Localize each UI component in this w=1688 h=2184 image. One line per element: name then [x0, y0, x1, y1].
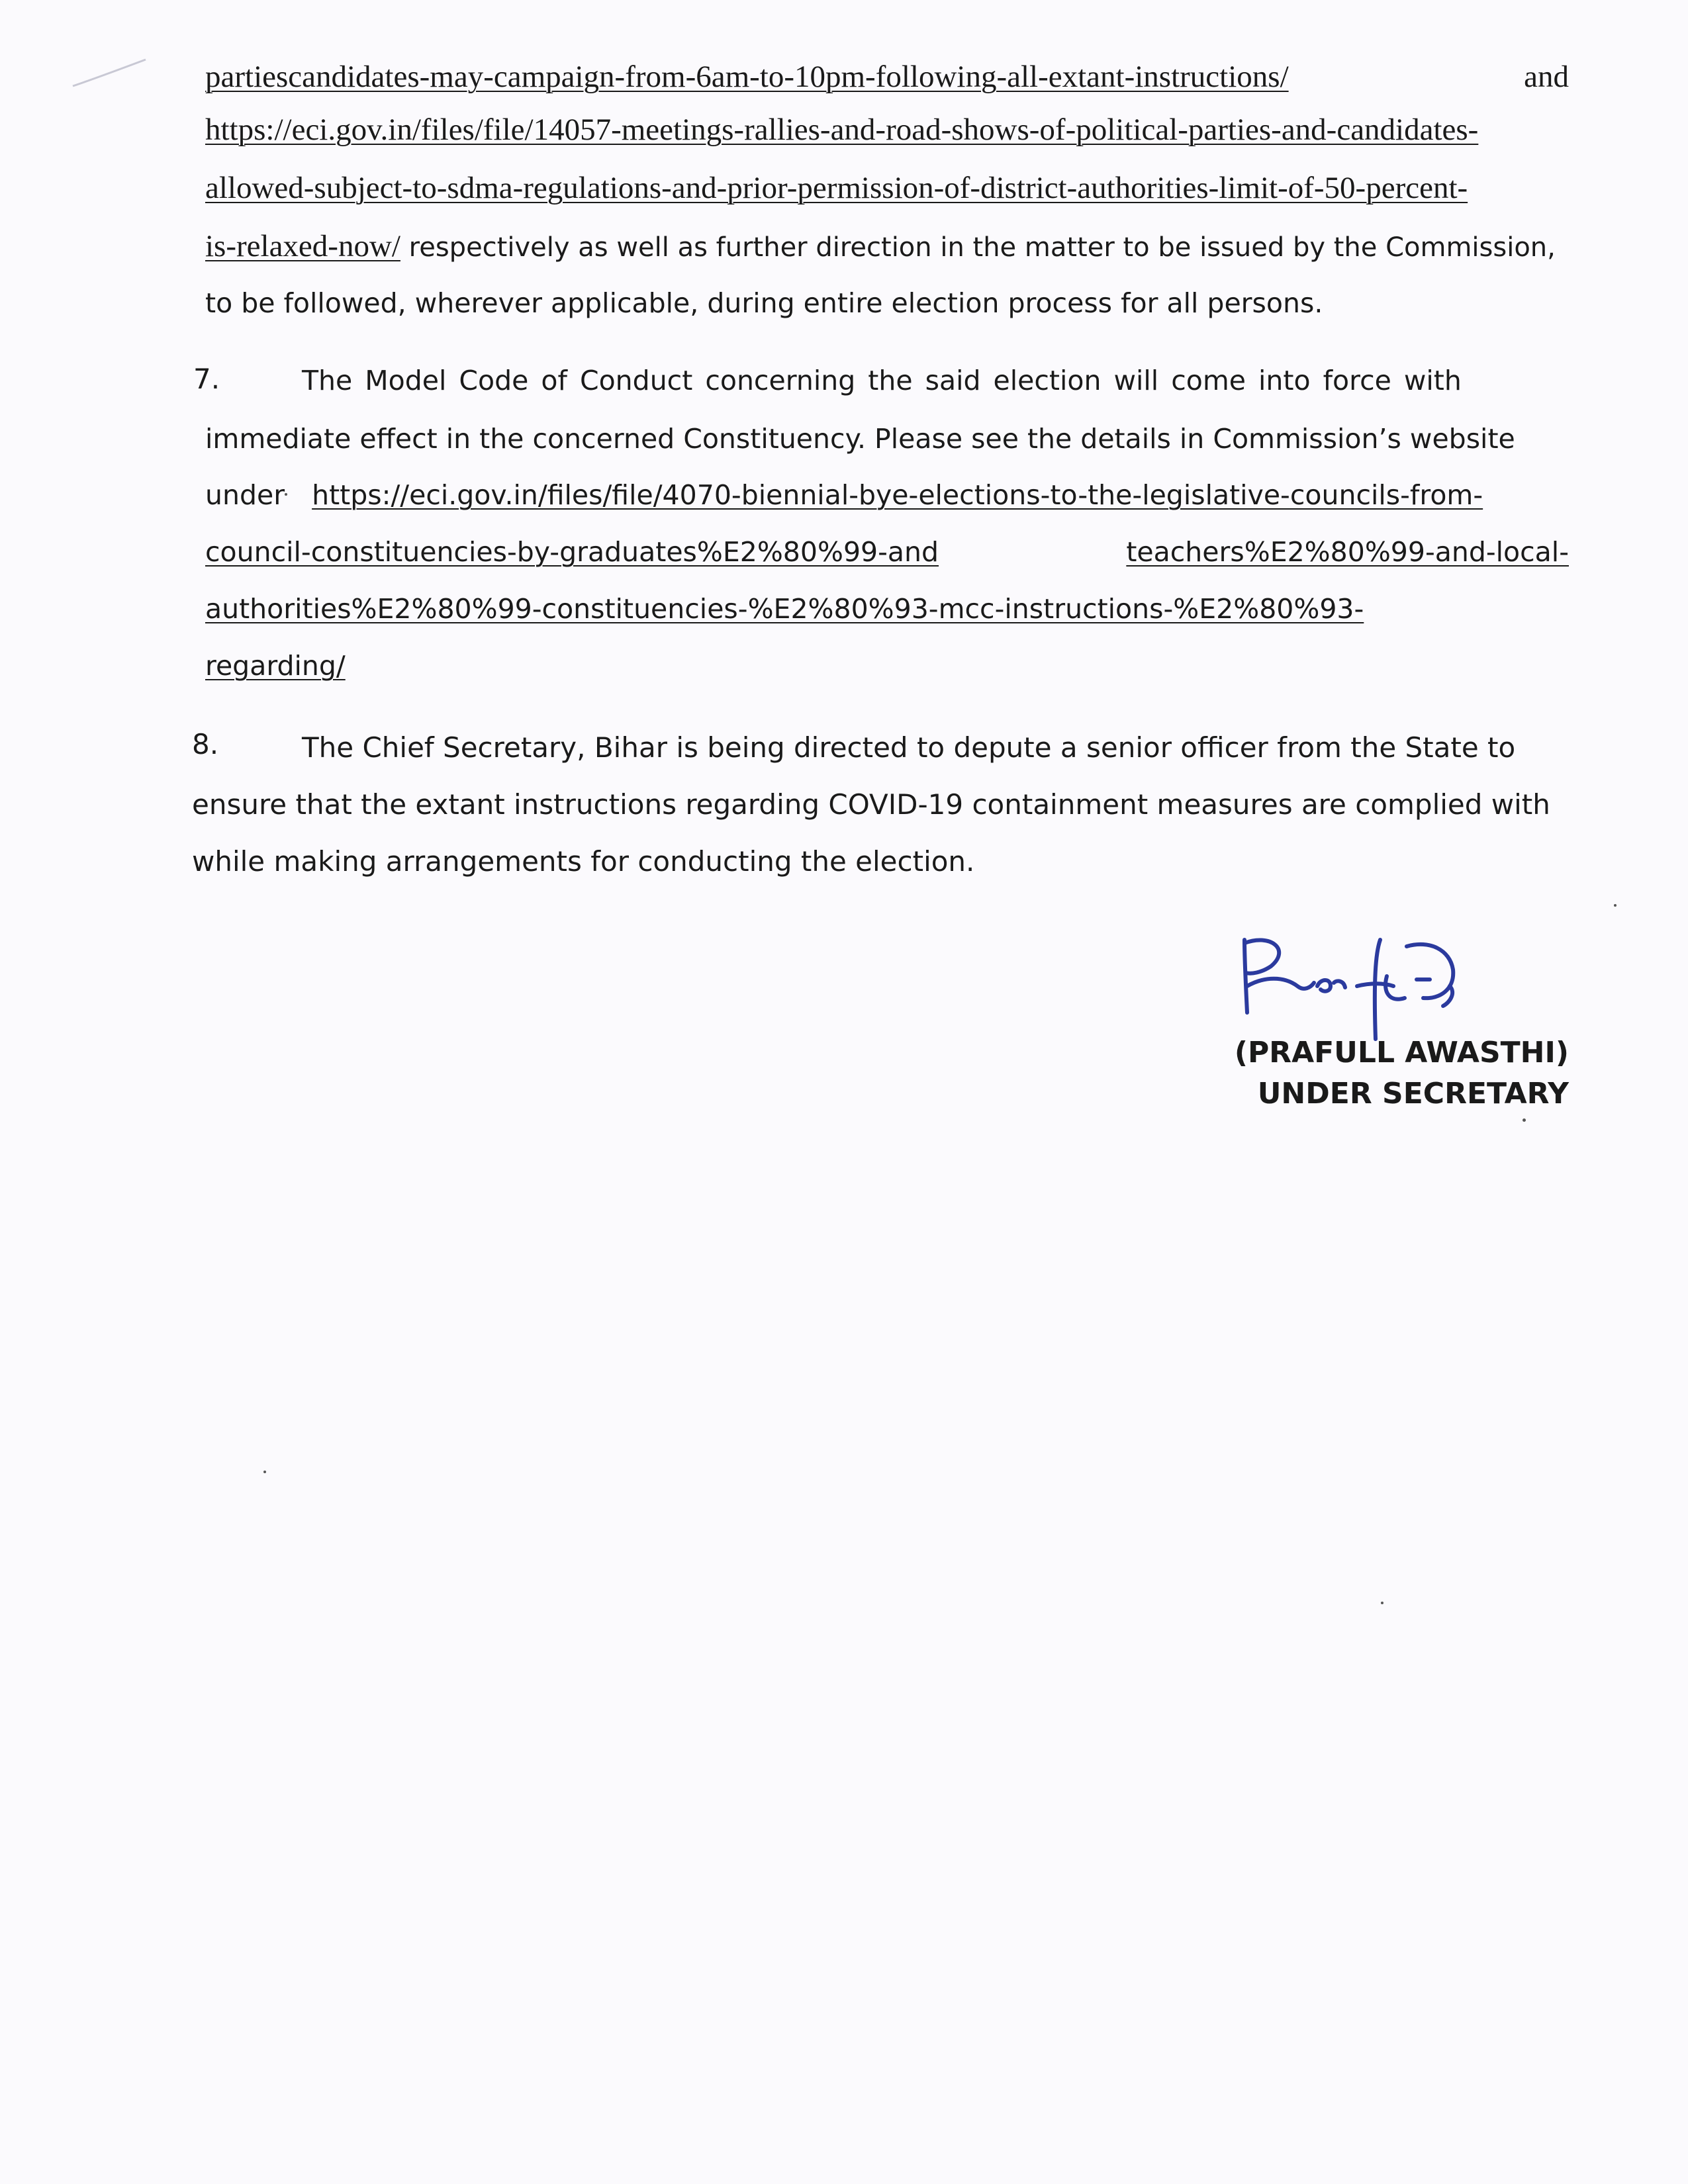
para7-line6 — [205, 646, 346, 686]
scan-speck — [263, 1471, 266, 1473]
para7-line5 — [205, 589, 1364, 629]
mcc-link-part2b[interactable]: teachers%E2%80%99-and-local- — [1126, 536, 1569, 568]
under-text: under — [205, 479, 285, 511]
eci-link-meetings-part1[interactable]: https://eci.gov.in/files/file/14057-meetings-rallies-and-road-shows-of-political-parties-and-candidates- — [205, 113, 1479, 147]
scan-speck — [1523, 1118, 1526, 1122]
eci-link-meetings-part3[interactable]: is-relaxed-now/ — [205, 229, 400, 263]
scan-speck — [1614, 904, 1617, 907]
signatory-title: UNDER SECRETARY — [1257, 1077, 1569, 1111]
para7-line3 — [205, 475, 1483, 515]
eci-link-meetings-part2[interactable]: allowed-subject-to-sdma-regulations-and-prior-permission-of-district-authorities-limit-of-50-percent- — [205, 171, 1468, 205]
handwritten-signature — [1231, 913, 1496, 1046]
para6-line4 — [205, 226, 1556, 267]
and-text: and — [1524, 60, 1569, 94]
para6-line4-text: respectively as well as further direction in the matter to be issued by the Commission, — [400, 232, 1556, 263]
eci-link-campaign[interactable]: partiescandidates-may-campaign-from-6am-to-10pm-following-all-extant-instructions/ — [205, 60, 1289, 94]
scan-speck — [1381, 1602, 1383, 1604]
para6-line3 — [205, 168, 1468, 208]
mcc-link-part3[interactable]: authorities%E2%80%99-constituencies-%E2%80%93-mcc-instructions-%E2%80%93- — [205, 593, 1364, 625]
para6-line1 — [205, 57, 1569, 97]
para7-line4 — [205, 532, 1569, 572]
para7-number: 7. — [193, 363, 220, 395]
para7-line1: The Model Code of Conduct concerning the said election will come into force with — [302, 365, 1462, 396]
para8-line3: while making arrangements for conducting the election. — [192, 845, 975, 878]
mcc-link-part4[interactable]: regarding/ — [205, 650, 346, 682]
scan-mark — [66, 46, 152, 93]
para7-line2: immediate effect in the concerned Constituency. Please see the details in Commission’s website — [205, 423, 1515, 455]
mcc-link-part1[interactable]: https://eci.gov.in/files/file/4070-biennial-bye-elections-to-the-legislative-councils-from- — [312, 479, 1483, 511]
mcc-link-part2a[interactable]: council-constituencies-by-graduates%E2%80%99-and — [205, 536, 939, 568]
scan-speck — [285, 493, 287, 496]
para6-line5: to be followed, wherever applicable, during entire election process for all persons. — [205, 287, 1323, 319]
para6-line2 — [205, 110, 1478, 150]
para8-line2: ensure that the extant instructions regarding COVID-19 containment measures are complied with — [192, 788, 1550, 821]
signatory-name: (PRAFULL AWASTHI) — [1234, 1036, 1569, 1069]
para8-line1: The Chief Secretary, Bihar is being directed to depute a senior officer from the State to — [302, 731, 1516, 764]
para8-number: 8. — [192, 728, 219, 760]
